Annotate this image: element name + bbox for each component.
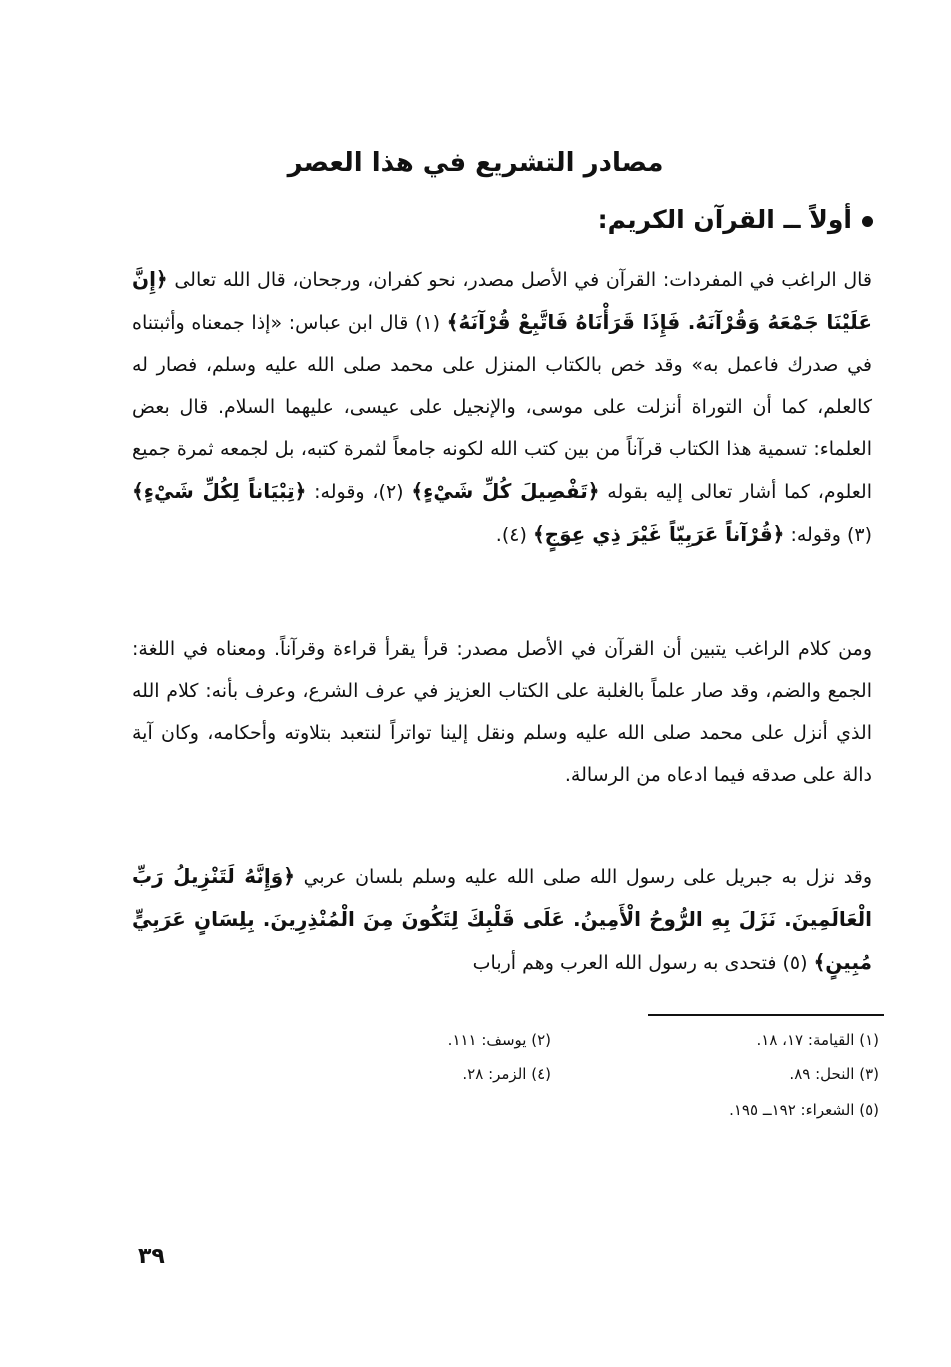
section-heading-text: أولاً ــ القرآن الكريم: (597, 205, 852, 234)
paragraph-text: (١) قال ابن عباس: «إذا جمعناه وأثبتناه في صدرك فاعمل به» وقد خص بالكتاب المنزل على محمد صلى الله عليه وسلم، فصار له كالعلم، كما أن التوراة أنزلت على موسى، والإنجيل على عيسى، عليهما السلام. قال بعض العلماء: تسمية هذا الكتاب قرآناً من بين كتب الله لكونه جامعاً لثمرة كتبه، بل لجمعه ثمرة جميع العلوم، كما أشار تعالى إليه بقوله (132, 312, 873, 503)
footnote-1: (١) القيامة: ١٧، ١٨. (756, 1031, 879, 1049)
paragraph-text: (٢)، وقوله: (314, 481, 404, 503)
paragraph-text: قال الراغب في المفردات: القرآن في الأصل مصدر، نحو كفران، ورجحان، قال الله تعالى (174, 269, 872, 291)
quran-verse: ﴿وَإِنَّهُ لَتَنْزِيلُ رَبِّ الْعَالَمِينَ. نَزَلَ بِهِ الرُّوحُ الْأَمِينُ. عَلَى قَلْبِكَ لِتَكُونَ مِنَ الْمُنْذِرِينَ. بِلِسَانٍ عَرَبِيٍّ مُبِينٍ﴾ (132, 864, 872, 974)
quran-verse: ﴿قُرْآناً عَرَبِيّاً غَيْرَ ذِي عِوَجٍ﴾ (532, 522, 785, 546)
footnote-2: (٢) يوسف: ١١١. (447, 1031, 551, 1049)
section-heading (598, 200, 873, 240)
footnote-divider (648, 1014, 884, 1016)
footnote-5: (٥) الشعراء: ١٩٢ــ ١٩٥. (729, 1101, 879, 1119)
page-number: ٣٩ (138, 1244, 165, 1269)
quran-verse: ﴿تِبْيَاناً لِكُلِّ شَيْءٍ﴾ (132, 479, 307, 503)
bullet-icon (862, 216, 873, 227)
quran-verse: ﴿إِنَّ عَلَيْنَا جَمْعَهُ وَقُرْآنَهُ. فَإِذَا قَرَأْنَاهُ فَاتَّبِعْ قُرْآنَهُ﴾ (132, 267, 872, 334)
paragraph-text: (٥) فتحدى به رسول الله العرب وهم أرباب (472, 952, 808, 974)
paragraph-2 (132, 628, 872, 828)
quran-verse: ﴿تَفْصِيلَ كُلِّ شَيْءٍ﴾ (411, 479, 600, 503)
paragraph-1 (132, 258, 872, 608)
paragraph-text: (٤). (495, 524, 527, 546)
footnote-3: (٣) النحل: ٨٩. (789, 1065, 879, 1083)
paragraph-text: (٣) وقوله: (790, 524, 872, 546)
paragraph-text: وقد نزل به جبريل على رسول الله صلى الله عليه وسلم بلسان عربي (303, 866, 873, 888)
page-title: مصادر التشريع في هذا العصر (287, 148, 664, 178)
paragraph-text: ومن كلام الراغب يتبين أن القرآن في الأصل مصدر: قرأ يقرأ قراءة وقرآناً. ومعناه في اللغة: الجمع والضم، وقد صار علماً بالغلبة على الكتاب العزيز في عرف الشرع، وعرف بأنه: كلام الله الذي أنزل على محمد صلى الله عليه وسلم ونقل إلينا تواتراً لنتعبد بتلاوته وأحكامه، وكان آية دالة على صدقه فيما ادعاه من الرسالة. (132, 638, 872, 786)
paragraph-3 (132, 855, 872, 985)
footnote-4: (٤) الزمر: ٢٨. (462, 1065, 551, 1083)
